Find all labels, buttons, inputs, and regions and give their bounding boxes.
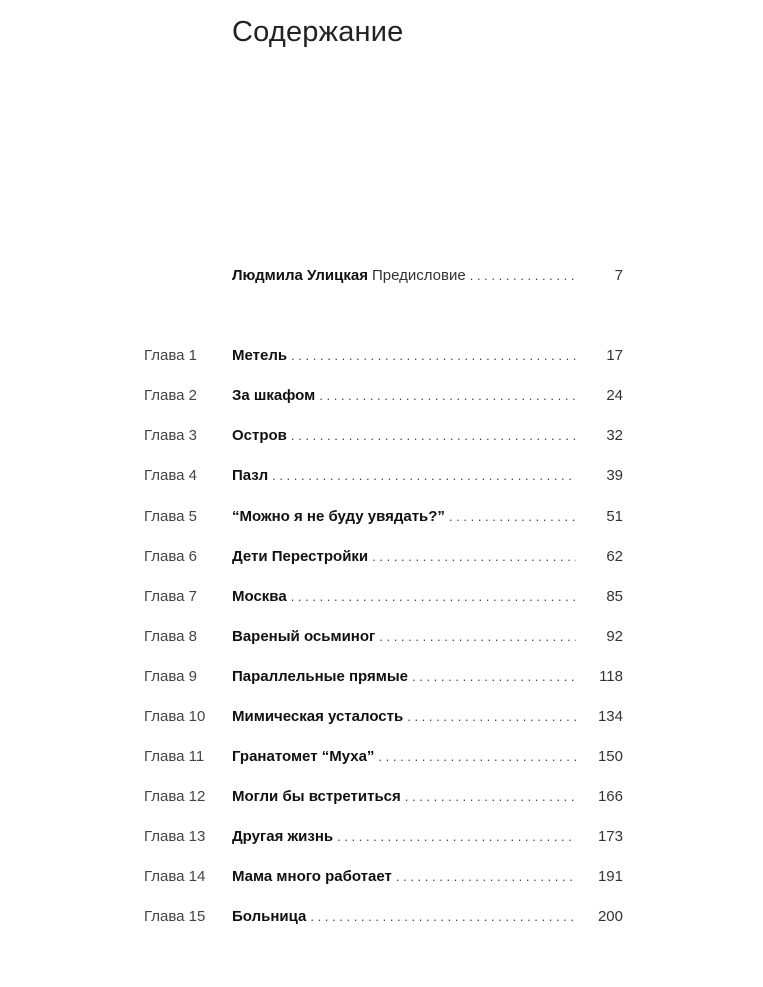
chapter-title: Метель: [232, 347, 288, 364]
chapter-label: Глава 10: [144, 708, 206, 725]
chapter-title: Параллельные прямые: [232, 668, 408, 685]
page-number: 92: [606, 628, 623, 645]
page-number: 134: [597, 708, 623, 725]
toc-entry[interactable]: [0, 585, 763, 609]
toc-entry[interactable]: [0, 825, 763, 849]
chapter-label: Глава 6: [144, 548, 198, 565]
dot-leader: [337, 825, 576, 849]
toc-entry-text: [232, 505, 576, 529]
toc-entry[interactable]: [0, 344, 763, 368]
toc-entry-text: [232, 344, 576, 368]
chapter-title: Дети Перестройки: [232, 548, 369, 565]
toc-entry[interactable]: [0, 745, 763, 769]
toc-entry-text: [232, 464, 576, 488]
page-number: 166: [597, 788, 623, 805]
page-number: 24: [606, 387, 623, 404]
page-number: 191: [597, 868, 623, 885]
chapter-label: Глава 15: [144, 908, 206, 925]
page-title: Содержание: [232, 16, 404, 48]
toc-entry[interactable]: [0, 384, 763, 408]
toc-entry-text: [232, 905, 576, 929]
dot-leader: [372, 545, 576, 569]
chapter-title: Вареный осьминог: [232, 628, 376, 645]
chapter-label: Глава 4: [144, 467, 198, 484]
toc-entry[interactable]: [0, 905, 763, 929]
toc-entry-text: [232, 424, 576, 448]
page-number: 17: [606, 347, 623, 364]
page-number: 51: [606, 508, 623, 525]
chapter-title: Остров: [232, 427, 287, 444]
toc-entry-text: [232, 785, 576, 809]
toc-entry-text: [232, 705, 576, 729]
page-number: 118: [599, 668, 623, 685]
chapter-title: Больница: [232, 908, 307, 925]
chapter-title: Гранатомет “Муха”: [232, 748, 375, 765]
toc-entry[interactable]: [0, 545, 763, 569]
toc-entry-text: [232, 625, 576, 649]
dot-leader: [470, 264, 576, 288]
dot-leader: [407, 705, 576, 729]
toc-entry-text: [232, 665, 576, 689]
chapter-label: Глава 11: [144, 748, 205, 765]
dot-leader: [272, 464, 576, 488]
toc-entry-text: [232, 825, 576, 849]
toc-entry[interactable]: [0, 705, 763, 729]
page-number: 39: [606, 467, 623, 484]
toc-entry-text: [232, 865, 576, 889]
dot-leader: [449, 505, 576, 529]
chapter-label: Глава 14: [144, 868, 206, 885]
preface-title: Предисловие: [371, 267, 466, 284]
chapter-label: Глава 1: [144, 347, 198, 364]
page-number: 150: [597, 748, 623, 765]
toc-entry-text: [232, 545, 576, 569]
toc-entry[interactable]: [0, 464, 763, 488]
toc-entry[interactable]: [0, 785, 763, 809]
page-number: 7: [614, 267, 623, 284]
chapter-title: Мимическая усталость: [232, 708, 404, 725]
toc-entry[interactable]: [0, 505, 763, 529]
page-number: 32: [606, 427, 623, 444]
dot-leader: [291, 585, 576, 609]
toc-entry[interactable]: [0, 625, 763, 649]
toc-entry[interactable]: [0, 665, 763, 689]
chapter-label: Глава 12: [144, 788, 206, 805]
chapter-label: Глава 8: [144, 628, 198, 645]
preface-author: Людмила Улицкая: [232, 267, 368, 284]
toc-entry-preface[interactable]: [0, 264, 763, 288]
dot-leader: [412, 665, 576, 689]
chapter-label: Глава 9: [144, 668, 198, 685]
dot-leader: [319, 384, 576, 408]
chapter-title: Москва: [232, 588, 287, 605]
page-number: 62: [606, 548, 623, 565]
page-number: 85: [606, 588, 623, 605]
toc-entry-text: [232, 745, 576, 769]
chapter-title: Другая жизнь: [232, 828, 334, 845]
dot-leader: [405, 785, 576, 809]
page-number: 173: [597, 828, 623, 845]
chapter-title: За шкафом: [232, 387, 316, 404]
chapter-title: Могли бы встретиться: [232, 788, 401, 805]
toc-entry-text: [232, 585, 576, 609]
chapter-label: Глава 3: [144, 427, 198, 444]
chapter-label: Глава 7: [144, 588, 198, 605]
dot-leader: [378, 745, 576, 769]
dot-leader: [291, 424, 576, 448]
dot-leader: [291, 344, 576, 368]
chapter-title: “Можно я не буду увядать?”: [232, 508, 445, 525]
toc-entry[interactable]: [0, 424, 763, 448]
toc-entry-text: [232, 264, 576, 288]
chapter-title: Пазл: [232, 467, 269, 484]
toc-entry[interactable]: [0, 865, 763, 889]
dot-leader: [379, 625, 576, 649]
chapter-title: Мама много работает: [232, 868, 392, 885]
chapter-label: Глава 13: [144, 828, 206, 845]
page-number: 200: [597, 908, 623, 925]
chapter-label: Глава 2: [144, 387, 198, 404]
toc-entry-text: [232, 384, 576, 408]
dot-leader: [310, 905, 576, 929]
dot-leader: [396, 865, 576, 889]
chapter-label: Глава 5: [144, 508, 198, 525]
